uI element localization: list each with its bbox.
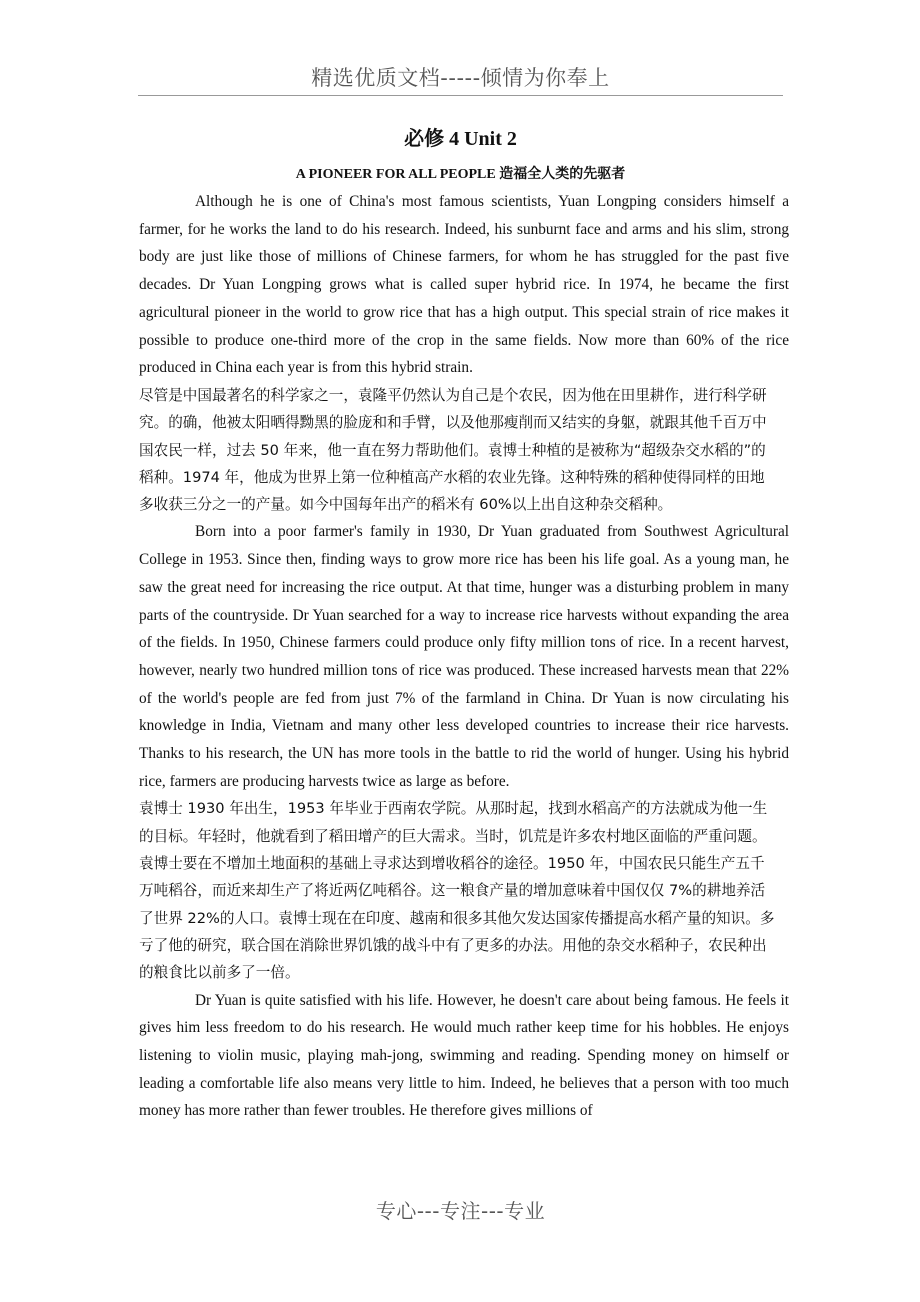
- paragraph-english-3: Dr Yuan is quite satisfied with his life. However, he doesn't care about being famous. He feels it gives him less freedom to do his research. He would much rather keep time for his hobbles. He enjoys listening to violin music, playing mah-jong, swimming and reading. Spending money on himself or leading a comfortable life also means very little to him. Indeed, he believes that a person with too much money has more rather than fewer troubles. He therefore gives millions of: [139, 991, 789, 1120]
- document-body: [139, 188, 789, 1125]
- paragraph-chinese-1: 尽管是中国最著名的科学家之一，袁隆平仍然认为自己是个农民，因为他在田里耕作，进行科学研究。的确，他被太阳晒得黝黑的脸庞和和手臂，以及他那瘦削而又结实的身躯，就跟其他千百万中国农民一样，过去 50 年来，他一直在努力帮助他们。袁博士种植的是被称为“超级杂交水稻的”的稻种。1974 年，他成为世界上第一位种植高产水稻的农业先锋。这种特殊的稻种使得同样的田地多收获三分之一的产量。如今中国每年出产的稻米有 60%以上出自这种杂交稻种。: [139, 386, 767, 514]
- paragraph-english-2: Born into a poor farmer's family in 1930, Dr Yuan graduated from Southwest Agricultural College in 1953. Since then, finding ways to grow more rice has been his life goal. As a young man, he saw the great need for increasing the rice output. At that time, hunger was a disturbing problem in many parts of the countryside. Dr Yuan searched for a way to increase rice harvests without expanding the area of the fields. In 1950, Chinese farmers could produce only fifty million tons of rice. In a recent harvest, however, nearly two hundred million tons of rice was produced. These increased harvests mean that 22% of the world's people are fed from just 7% of the farmland in China. Dr Yuan is now circulating his knowledge in India, Vietnam and many other less developed countries to increase their rice harvests. Thanks to his research, the UN has more tools in the battle to rid the world of hunger. Using his hybrid rice, farmers are producing harvests twice as large as before.: [139, 523, 789, 790]
- document-title: 必修 4 Unit 2: [404, 128, 517, 150]
- paragraph-chinese-2: 袁博士 1930 年出生，1953 年毕业于西南农学院。从那时起，找到水稻高产的方法就成为他一生的目标。年轻时，他就看到了稻田增产的巨大需求。当时，饥荒是许多农村地区面临的严重问题。袁博士要在不增加土地面积的基础上寻求达到增收稻谷的途径。1950 年，中国农民只能生产五千万吨稻谷，而近来却生产了将近两亿吨稻谷。这一粮食产量的增加意味着中国仅仅 7%的耕地养活了世界 22%的人口。袁博士现在在印度、越南和很多其他欠发达国家传播提高水稻产量的知识。多亏了他的研究，联合国在消除世界饥饿的战斗中有了更多的办法。用他的杂交水稻种子，农民种出的粮食比以前多了一倍。: [139, 800, 775, 982]
- header-divider: [138, 95, 783, 96]
- page-footer: 专心---专注---专业: [375, 1199, 546, 1223]
- paragraph-english-1: Although he is one of China's most famous scientists, Yuan Longping considers himself a farmer, for he works the land to do his research. Indeed, his sunburnt face and arms and his slim, strong body are just like those of millions of Chinese farmers, for whom he has struggled for the past five decades. Dr Yuan Longping grows what is called super hybrid rice. In 1974, he became the first agricultural pioneer in the world to grow rice that has a high output. This special strain of rice makes it possible to produce one-third more of the crop in the same fields. Now more than 60% of the rice produced in China each year is from this hybrid strain.: [139, 193, 789, 377]
- page-header: 精选优质文档-----倾情为你奉上: [311, 66, 610, 90]
- document-subtitle: A PIONEER FOR ALL PEOPLE 造福全人类的先驱者: [295, 167, 626, 182]
